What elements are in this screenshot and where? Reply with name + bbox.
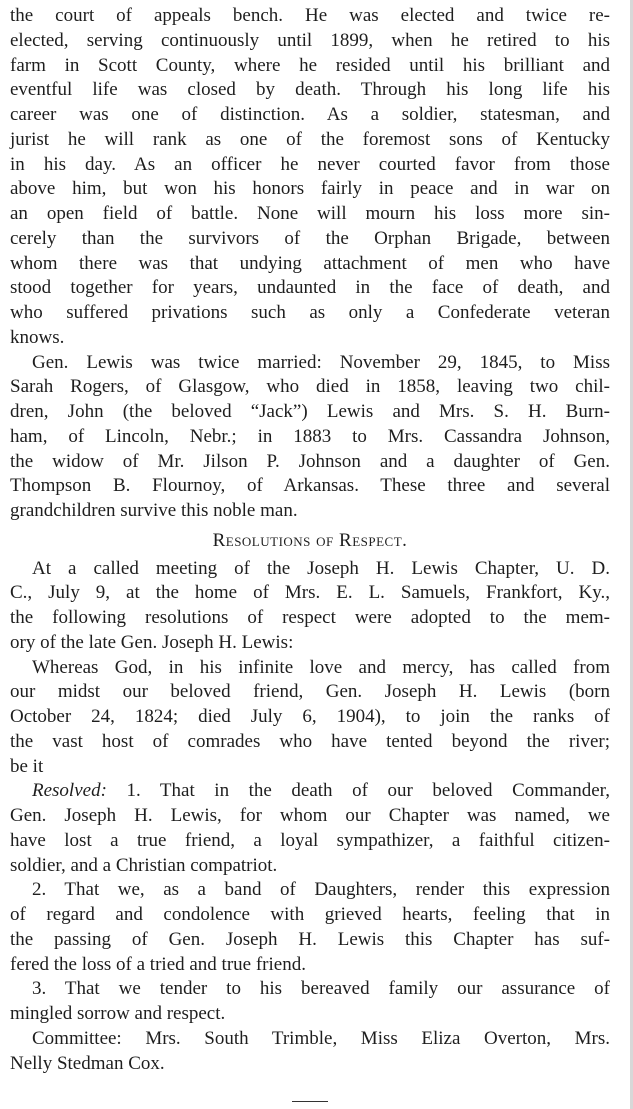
paragraph-tribute (10, 4, 610, 351)
text-line: an open field of battle. None will mourn his loss more sin- (10, 203, 610, 224)
document-page (10, 4, 610, 1076)
text-line: At a called meeting of the Joseph H. Lewis Chapter, U. D. (32, 557, 610, 579)
paragraph-resolution-3 (10, 977, 610, 1027)
resolved-label: Resolved: (32, 780, 107, 802)
text-line: whom there was that undying attachment of men who have (10, 252, 610, 274)
resolution-1-opening: 1. That in the death of our beloved Commander, (106, 780, 610, 802)
text-line: elected, serving continuously until 1899, when he retired to his (10, 29, 610, 51)
text-line: Nelly Stedman Cox. (10, 1052, 165, 1074)
text-line: dren, John (the beloved “Jack”) Lewis and Mrs. S. H. Burn- (10, 401, 610, 422)
text-line: 2. That we, as a band of Daughters, render this expression (32, 879, 610, 901)
section-divider-rule (292, 1101, 328, 1102)
paragraph-marriages (10, 351, 610, 524)
paragraph-meeting (10, 557, 610, 656)
text-line: jurist he will rank as one of the foremost sons of Kentucky (10, 128, 610, 150)
text-line: in his day. As an officer he never courted favor from those (10, 153, 610, 175)
text-line (10, 779, 610, 804)
text-line: Sarah Rogers, of Glasgow, who died in 1858, leaving two chil- (10, 376, 610, 398)
text-line: knows. (10, 326, 65, 348)
text-line: the passing of Gen. Joseph H. Lewis this Chapter has suf- (10, 928, 610, 950)
text-line: grandchildren survive this noble man. (10, 500, 298, 521)
text-line: who suffered privations such as only a Confederate veteran (10, 302, 610, 323)
text-line: eventful life was closed by death. Through his long life his (10, 79, 610, 101)
text-line: above him, but won his honors fairly in peace and in war on (10, 178, 610, 200)
text-line: farm in Scott County, where he resided until his brilliant and (10, 54, 610, 76)
text-line: career was one of distinction. As a soldier, statesman, and (10, 104, 610, 125)
text-line: have lost a true friend, a loyal sympathizer, a faithful citizen- (10, 829, 610, 851)
text-line: fered the loss of a tried and true friend. (10, 953, 306, 975)
text-line: Thompson B. Flournoy, of Arkansas. These three and several (10, 475, 610, 497)
text-line: cerely than the survivors of the Orphan Brigade, between (10, 227, 610, 249)
text-line: the vast host of comrades who have tented beyond the river; (10, 730, 610, 752)
text-line: the following resolutions of respect were adopted to the mem- (10, 607, 610, 628)
paragraph-resolution-2 (10, 878, 610, 977)
section-heading: Resolutions of Respect. (212, 529, 408, 551)
text-line: our midst our beloved friend, Gen. Joseph H. Lewis (born (10, 681, 610, 703)
text-line: the widow of Mr. Jilson P. Johnson and a daughter of Gen. (10, 450, 610, 472)
text-line: Gen. Joseph H. Lewis, for whom our Chapter was named, we (10, 805, 610, 826)
paragraph-whereas (10, 656, 610, 780)
text-line: 3. That we tender to his bereaved family our assurance of (32, 978, 610, 1000)
text-line: ham, of Lincoln, Nebr.; in 1883 to Mrs. Cassandra Johnson, (10, 425, 610, 447)
text-line: soldier, and a Christian compatriot. (10, 854, 278, 876)
text-line: October 24, 1824; died July 6, 1904), to join the ranks of (10, 706, 610, 727)
text-line: Gen. Lewis was twice married: November 29, 1845, to Miss (32, 351, 610, 373)
text-line: mingled sorrow and respect. (10, 1003, 226, 1024)
text-line: of regard and condolence with grieved hearts, feeling that in (10, 904, 610, 925)
text-line: C., July 9, at the home of Mrs. E. L. Samuels, Frankfort, Ky., (10, 582, 610, 604)
text-line: the court of appeals bench. He was elected and twice re- (10, 5, 610, 26)
text-line: ory of the late Gen. Joseph H. Lewis: (10, 631, 294, 653)
text-line: be it (10, 755, 44, 777)
text-line: stood together for years, undaunted in the face of death, and (10, 277, 610, 299)
text-line: Whereas God, in his infinite love and mercy, has called from (32, 656, 610, 678)
paragraph-committee (10, 1027, 610, 1077)
paragraph-resolution-1 (10, 779, 610, 878)
text-line: Committee: Mrs. South Trimble, Miss Eliza Overton, Mrs. (32, 1027, 610, 1049)
